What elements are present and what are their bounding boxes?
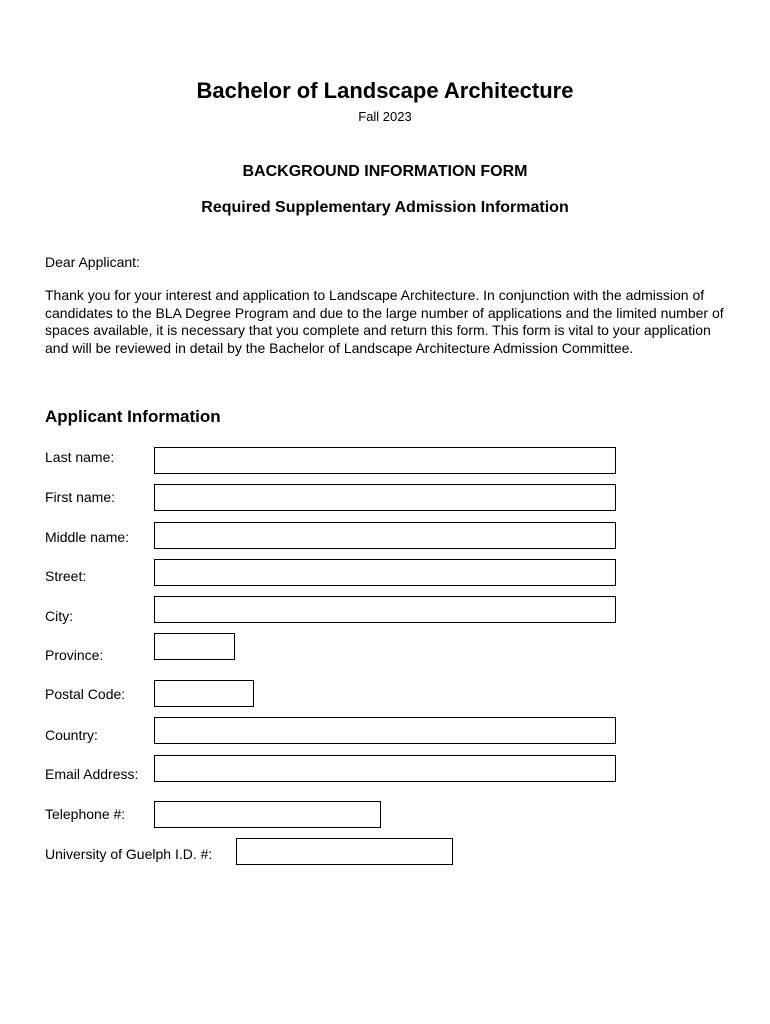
province-label: Province: [45,647,104,663]
province-field[interactable] [154,633,235,660]
middle-name-label: Middle name: [45,529,130,545]
program-title: Bachelor of Landscape Architecture [196,78,574,103]
telephone-field[interactable] [154,801,381,828]
postal-code-field[interactable] [154,680,254,707]
street-field[interactable] [154,559,616,586]
email-address-label: Email Address: [45,766,139,782]
greeting: Dear Applicant: [45,254,140,270]
last-name-field[interactable] [154,447,616,474]
email-address-field[interactable] [154,755,616,782]
first-name-label: First name: [45,489,116,505]
form-title: BACKGROUND INFORMATION FORM [242,163,528,180]
postal-code-label: Postal Code: [45,686,126,702]
middle-name-field[interactable] [154,522,616,549]
guelph-id-label: University of Guelph I.D. #: [45,846,213,862]
country-label: Country: [45,727,98,743]
intro-paragraph: Thank you for your interest and application to Landscape Architecture. In conjunction with the admission of candidates to the BLA Degree Program and due to the large number of applications and the limited number of spaces available, it is necessary that you complete and return this form. This form is vital to your application and will be reviewed in detail by the Bachelor of Landscape Architecture Admission Committee. [45,287,724,356]
guelph-id-field[interactable] [236,838,453,865]
telephone-label: Telephone #: [45,806,126,822]
street-label: Street: [45,568,87,584]
first-name-field[interactable] [154,484,616,511]
form-subtitle: Required Supplementary Admission Information [201,199,569,216]
last-name-label: Last name: [45,449,115,465]
term-label: Fall 2023 [358,109,412,124]
city-label: City: [45,608,73,624]
country-field[interactable] [154,717,616,744]
city-field[interactable] [154,596,616,623]
applicant-information-heading: Applicant Information [45,407,221,426]
